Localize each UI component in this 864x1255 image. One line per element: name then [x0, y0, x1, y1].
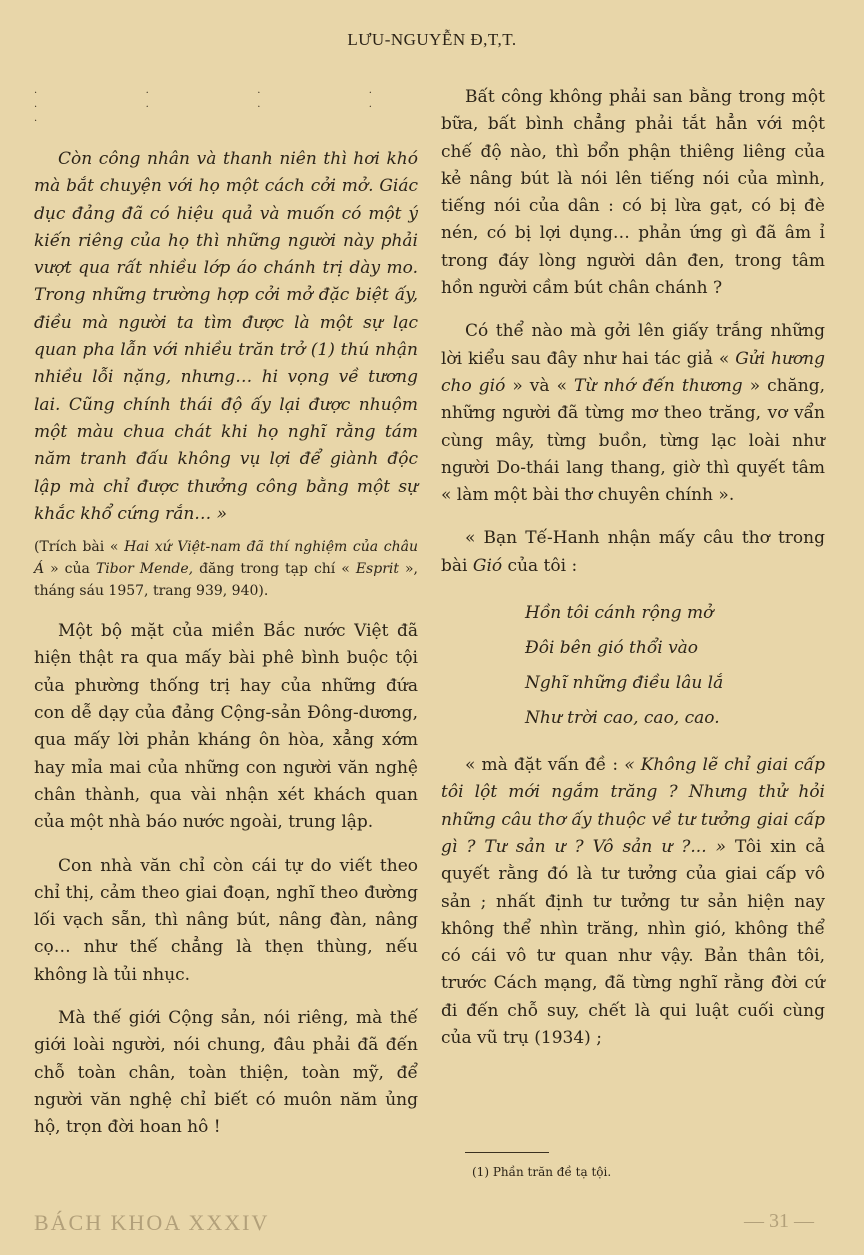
para3-prefix: « Bạn Tế-Hanh nhận mấy câu thơ trong bài	[441, 528, 825, 576]
para4-prefix: « mà đặt vấn đề :	[465, 755, 619, 776]
right-column	[441, 84, 825, 1052]
quote-citation	[34, 536, 418, 602]
right-paragraph-2	[441, 318, 825, 509]
citation-suffix: đăng trong tạp chí «	[199, 561, 350, 578]
para2-title-2: Từ nhớ đến thương	[574, 375, 743, 396]
citation-title: Hai xứ Việt-nam đã thí nghiệm của châu Á	[34, 539, 418, 578]
para3-title: Gió	[472, 555, 503, 576]
footer-page-number: — 31 —	[744, 1210, 814, 1232]
para2-mid: » và «	[512, 375, 567, 396]
ornament-dots: . . . . . . . . .	[34, 85, 418, 124]
poem-line-4: Như trời cao, cao, cao.	[525, 708, 720, 729]
left-column	[34, 84, 418, 1142]
page-header-author: LƯU-NGUYỄN Đ,T,T.	[347, 30, 517, 49]
para2-title-1: Gửi hương cho gió	[441, 348, 825, 396]
poem-block	[525, 596, 825, 736]
para2-suffix: » chăng, những người đã từng mơ theo trăng, vơ vẩn cùng mây, từng buồn, từng lạc loài như người Do-thái lang thang, giờ thì quyết tâm « làm một bài thơ chuyên chính ».	[441, 375, 826, 506]
citation-prefix: (Trích bài «	[34, 539, 119, 556]
body-paragraph-1: Một bộ mặt của miền Bắc nước Việt đã hiện thật ra qua mấy bài phê bình buộc tội của phường thống trị hay của những đứa con dễ dạy của đảng Cộng-sản Đông-dương, qua mấy lời phản kháng ôn hòa, xẳng xớm hay mỉa mai của những con người văn nghệ chân thành, qua vài nhận xét khách quan của một nhà báo nước ngoài, trung lập.	[34, 621, 418, 833]
footnote: (1) Phần trăn đề tạ tội.	[472, 1165, 612, 1179]
citation-journal: Esprit	[355, 561, 399, 578]
right-paragraph-3	[441, 525, 825, 580]
poem-line-1: Hồn tôi cánh rộng mở	[525, 603, 714, 624]
citation-author: Tibor Mende,	[95, 561, 194, 578]
footnote-divider	[465, 1152, 549, 1153]
para3-suffix: của tôi :	[507, 555, 578, 576]
poem-line-3: Nghĩ những điều lâu lắ	[525, 673, 724, 694]
body-paragraph-3: Mà thế giới Cộng sản, nói riêng, mà thế giới loài người, nói chung, đâu phải đã đến chỗ toàn chân, toàn thiện, toàn mỹ, để người văn nghệ chỉ biết có muôn năm ủng hộ, trọn đời hoan hô !	[34, 1008, 418, 1138]
para4-quote: « Không lẽ chỉ giai cấp tôi lột mới ngắm trăng ? Nhưng thử hỏi những câu thơ ấy thuộc về tư tưởng giai cấp gì ? Tư sản ư ? Vô sản ư ?... »	[441, 755, 825, 857]
para2-prefix: Có thể nào mà gởi lên giấy trắng những lời kiểu sau đây như hai tác giả «	[441, 321, 825, 369]
citation-end: », tháng sáu 1957, trang 939, 940).	[34, 561, 418, 600]
quote-paragraph: Còn công nhân và thanh niên thì hơi khó mà bắt chuyện với họ một cách cởi mở. Giác dục đảng đã có hiệu quả và muốn có một ý kiến riêng của họ thì những người này phải vượt qua rất nhiều lớp áo chánh trị dày mo. Trong những trường hợp cởi mở đặc biệt ấy, điều mà người ta tìm được là một sự lạc quan pha lẫn với nhiều trăn trở (1) thú nhận nhiều lỗi nặng, nhưng… hi vọng về tương lai. Cũng chính thái độ ấy lại được nhuộm một màu chua chát khi họ nghĩ rằng tám năm tranh đấu không vụ lợi để giành độc lập mà chỉ được thưởng công bằng một sự khắc khổ cứng rắn… »	[34, 149, 418, 524]
right-paragraph-1: Bất công không phải san bằng trong một bữa, bất bình chẳng phải tắt hẳn với một chế độ nào, thì bổn phận thiêng liêng của kẻ nâng bút là nói lên tiếng nói của mình, tiếng nói của dân : có bị lừa gạt, có bị đè nén, có bị lợi dụng… phản ứng gì đã âm ỉ trong đáy lòng người dân đen, trong tâm hồn người cầm bút chân chánh ?	[441, 87, 825, 299]
citation-mid: » của	[50, 561, 90, 578]
poem-line-2: Đôi bên gió thổi vào	[525, 638, 699, 659]
right-paragraph-4	[441, 752, 825, 1052]
body-paragraph-2: Con nhà văn chỉ còn cái tự do viết theo chỉ thị, cảm theo giai đoạn, nghĩ theo đường lối vạch sẵn, thì nâng bút, nâng đàn, nâng cọ… như thế chẳng là thẹn thùng, nếu không là tủi nhục.	[34, 855, 418, 985]
footer-publication: BÁCH KHOA XXXIV	[34, 1210, 270, 1235]
para4-suffix: Tôi xin cả quyết rằng đó là tư tưởng của giai cấp vô sản ; nhất định tư tưởng tư sản hiện nay không thể nhìn trăng, nhìn gió, không thể có cái vô tư quan như vậy. Bản thân tôi, trước Cách mạng, đã từng nghĩ rằng đời cứ đi đến chỗ suy, chết là qui luật cuối cùng của vũ trụ (1934) ;	[441, 836, 825, 1049]
